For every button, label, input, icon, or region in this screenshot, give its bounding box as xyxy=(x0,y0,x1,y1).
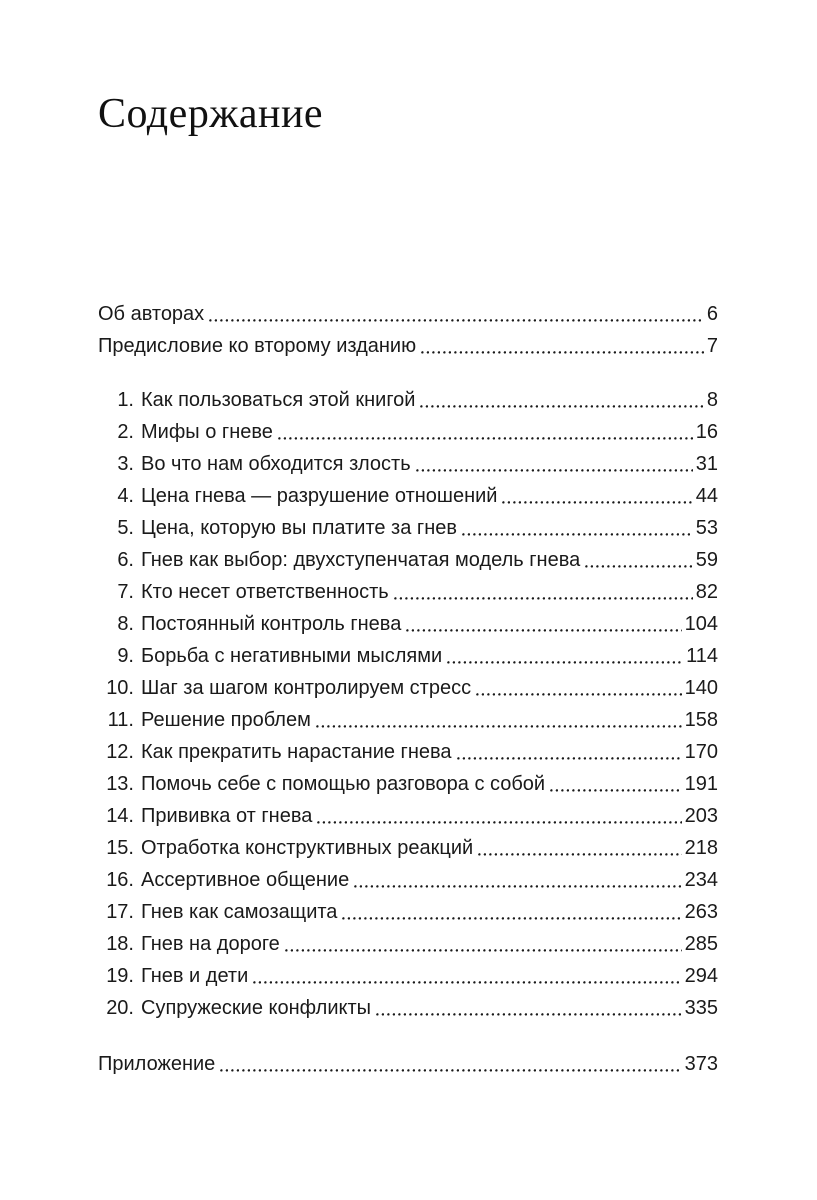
toc-entry xyxy=(98,416,718,448)
dot-leader xyxy=(447,640,683,672)
toc-entry-page: 335 xyxy=(684,997,718,1020)
dot-leader xyxy=(209,298,704,330)
toc-entry-title: Прививка от гнева xyxy=(141,805,313,828)
toc-entry-title: Решение проблем xyxy=(141,709,311,732)
toc-entry-title: Предисловие ко второму изданию xyxy=(98,335,417,358)
toc-entry xyxy=(98,512,718,544)
toc-entry-page: 8 xyxy=(706,389,718,412)
dot-leader xyxy=(354,864,681,896)
toc-entry-title: Супружеские конфликты xyxy=(141,997,372,1020)
toc-entry-number: 6. xyxy=(117,549,134,572)
toc-entry-page: 373 xyxy=(684,1053,718,1076)
dot-leader xyxy=(342,896,681,928)
toc-entry xyxy=(98,736,718,768)
toc-entry-number: 4. xyxy=(117,485,134,508)
toc-entry xyxy=(98,576,718,608)
toc-entry xyxy=(98,960,718,992)
toc-entry-page: 104 xyxy=(684,613,718,636)
toc-entry-title: Гнев как самозащита xyxy=(141,901,338,924)
toc-entry-title: Ассертивное общение xyxy=(141,869,350,892)
toc-entry-title: Приложение xyxy=(98,1053,216,1076)
toc-entry xyxy=(98,832,718,864)
toc-entry-page: 16 xyxy=(695,421,718,444)
toc-entry-page: 59 xyxy=(695,549,718,572)
toc-entry-page: 294 xyxy=(684,965,718,988)
toc-entry-number: 15. xyxy=(106,837,134,860)
toc-entry-number: 11. xyxy=(107,709,134,732)
dot-leader xyxy=(376,992,682,1024)
toc-entry xyxy=(98,384,718,416)
toc-entry-title: Об авторах xyxy=(98,303,205,326)
toc-entry-title: Мифы о гневе xyxy=(141,421,273,444)
toc-entry-number: 5. xyxy=(117,517,134,540)
toc-entry-page: 31 xyxy=(695,453,718,476)
dot-leader xyxy=(585,544,693,576)
toc-entry-number: 13. xyxy=(106,773,134,796)
page-title: Содержание xyxy=(98,91,324,137)
dot-leader xyxy=(285,928,682,960)
toc-entry-title: Как прекратить нарастание гнева xyxy=(141,741,452,764)
dot-leader xyxy=(476,672,682,704)
toc-entry-title: Гнев на дороге xyxy=(141,933,280,956)
dot-leader xyxy=(406,608,681,640)
toc-entry-page: 7 xyxy=(706,335,718,358)
dot-leader xyxy=(220,1048,681,1080)
toc-entry xyxy=(98,640,718,672)
toc-entry-number: 14. xyxy=(106,805,134,828)
dot-leader xyxy=(420,384,703,416)
toc-entry-number: 19. xyxy=(106,965,134,988)
toc-front-matter xyxy=(98,298,718,362)
toc-entry-page: 114 xyxy=(686,645,718,668)
toc-entry-number: 16. xyxy=(106,869,134,892)
toc-entry-title: Гнев как выбор: двухступенчатая модель гнева xyxy=(141,549,581,572)
toc-entry xyxy=(98,928,718,960)
toc-entry xyxy=(98,544,718,576)
toc-entry-page: 82 xyxy=(695,581,718,604)
toc-entry xyxy=(98,1048,718,1080)
toc-entry-page: 234 xyxy=(684,869,718,892)
toc-entry xyxy=(98,768,718,800)
toc-entry-number: 9. xyxy=(117,645,134,668)
toc-entry-title: Постоянный контроль гнева xyxy=(141,613,402,636)
toc-entry-page: 6 xyxy=(706,303,718,326)
dot-leader xyxy=(550,768,682,800)
dot-leader xyxy=(278,416,693,448)
toc-entry-page: 158 xyxy=(684,709,718,732)
toc-entry-title: Шаг за шагом контролируем стресс xyxy=(141,677,472,700)
toc-entry-title: Гнев и дети xyxy=(141,965,249,988)
toc-entry xyxy=(98,800,718,832)
toc-entry-page: 203 xyxy=(684,805,718,828)
toc-entry-title: Цена, которую вы платите за гнев xyxy=(141,517,457,540)
dot-leader xyxy=(394,576,693,608)
toc-entry-number: 18. xyxy=(106,933,134,956)
toc-entry-number: 8. xyxy=(117,613,134,636)
toc-entry xyxy=(98,896,718,928)
toc-entry-number: 7. xyxy=(117,581,134,604)
toc-entry xyxy=(98,672,718,704)
dot-leader xyxy=(478,832,681,864)
toc-entry xyxy=(98,298,718,330)
toc-entry-number: 20. xyxy=(106,997,134,1020)
toc-entry xyxy=(98,992,718,1024)
toc-entry xyxy=(98,330,718,362)
toc-back-matter xyxy=(98,1048,718,1080)
toc-entry-title: Во что нам обходится злость xyxy=(141,453,411,476)
toc-entry-page: 218 xyxy=(684,837,718,860)
toc-entry-number: 3. xyxy=(117,453,134,476)
toc-entry-page: 191 xyxy=(684,773,718,796)
toc-entry-title: Борьба с негативными мыслями xyxy=(141,645,443,668)
dot-leader xyxy=(462,512,693,544)
toc-entry-page: 285 xyxy=(684,933,718,956)
toc-entry xyxy=(98,608,718,640)
dot-leader xyxy=(457,736,682,768)
dot-leader xyxy=(316,704,682,736)
toc-entry-title: Как пользоваться этой книгой xyxy=(141,389,416,412)
toc-entry-title: Помочь себе с помощью разговора с собой xyxy=(141,773,546,796)
dot-leader xyxy=(317,800,681,832)
toc-entry xyxy=(98,704,718,736)
toc-chapters xyxy=(98,384,718,1024)
toc-entry-page: 170 xyxy=(684,741,718,764)
toc-entry-title: Кто несет ответственность xyxy=(141,581,389,604)
toc-entry-page: 140 xyxy=(684,677,718,700)
toc-entry-number: 12. xyxy=(106,741,134,764)
toc-entry-number: 1. xyxy=(117,389,134,412)
toc-entry xyxy=(98,448,718,480)
table-of-contents xyxy=(98,298,718,1080)
toc-entry-number: 2. xyxy=(117,421,134,444)
toc-entry-title: Цена гнева — разрушение отношений xyxy=(141,485,498,508)
toc-entry-number: 10. xyxy=(106,677,134,700)
toc-entry-number: 17. xyxy=(106,901,134,924)
toc-entry-title: Отработка конструктивных реакций xyxy=(141,837,474,860)
toc-entry-page: 44 xyxy=(695,485,718,508)
dot-leader xyxy=(416,448,693,480)
toc-entry xyxy=(98,864,718,896)
toc-entry-page: 53 xyxy=(695,517,718,540)
dot-leader xyxy=(253,960,681,992)
toc-entry-page: 263 xyxy=(684,901,718,924)
dot-leader xyxy=(421,330,704,362)
dot-leader xyxy=(502,480,692,512)
toc-entry xyxy=(98,480,718,512)
